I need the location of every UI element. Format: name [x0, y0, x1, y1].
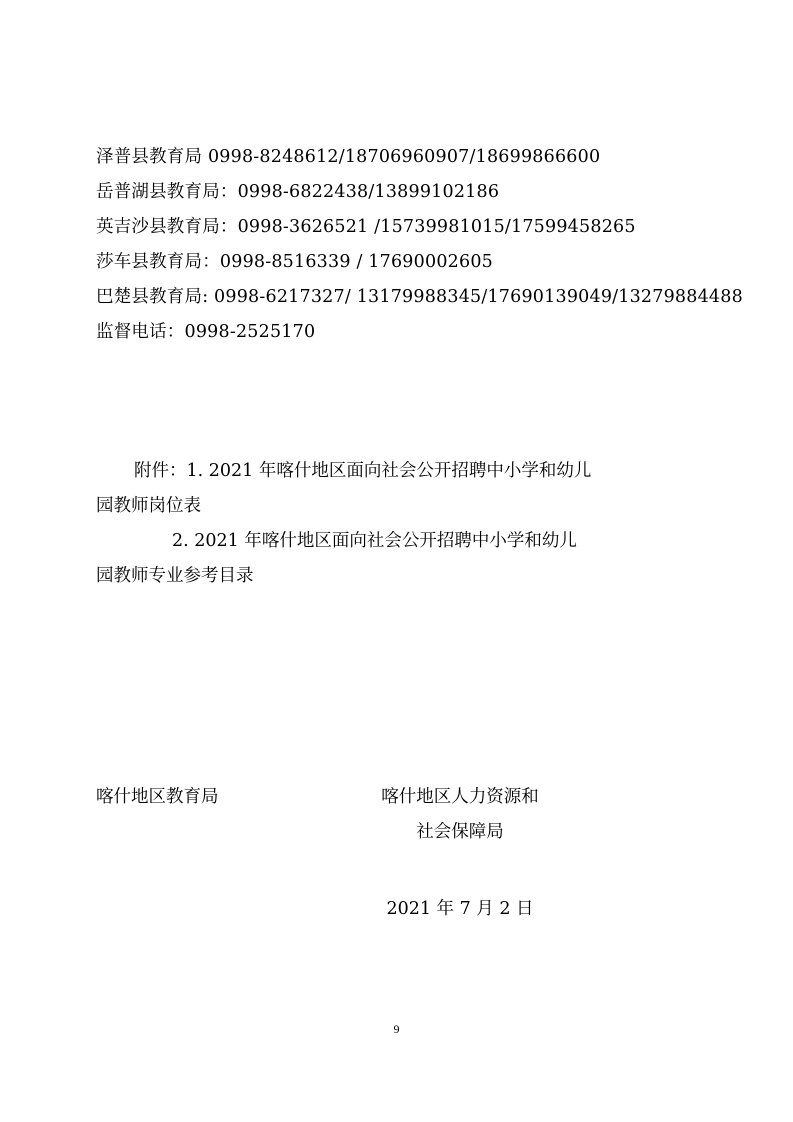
signature-right-org	[350, 780, 570, 850]
attachment-line-1: 附件：1. 2021 年喀什地区面向社会公开招聘中小学和幼儿	[134, 461, 592, 481]
contact-list	[96, 140, 743, 350]
contact-line: 莎车县教育局：0998-8516339 / 17690002605	[96, 252, 493, 272]
attachment-line-2-cont: 园教师专业参考目录	[96, 566, 254, 586]
signature-date: 2021 年 7 月 2 日	[386, 899, 534, 919]
signature-left-org: 喀什地区教育局	[96, 787, 219, 807]
contact-line: 泽普县教育局 0998-8248612/18706960907/18699866600	[96, 147, 601, 167]
attachment-line-1-cont: 园教师岗位表	[96, 496, 201, 516]
signature-right-org-line2: 社会保障局	[416, 822, 504, 842]
spacer	[96, 350, 696, 454]
contact-line: 英吉沙县教育局：0998-3626521 /15739981015/17599458265	[96, 217, 636, 237]
attachment-list	[96, 454, 696, 594]
contact-line: 监督电话：0998-2525170	[96, 322, 316, 342]
signature-block	[0, 780, 793, 919]
document-body	[96, 140, 743, 594]
signature-right-org-line1: 喀什地区人力资源和	[381, 787, 539, 807]
attachment-line-2: 2. 2021 年喀什地区面向社会公开招聘中小学和幼儿	[172, 531, 577, 551]
page-number: 9	[393, 1022, 400, 1036]
contact-line: 巴楚县教育局: 0998-6217327/ 13179988345/17690139049/13279884488	[96, 287, 743, 307]
contact-line: 岳普湖县教育局：0998-6822438/13899102186	[96, 182, 500, 202]
